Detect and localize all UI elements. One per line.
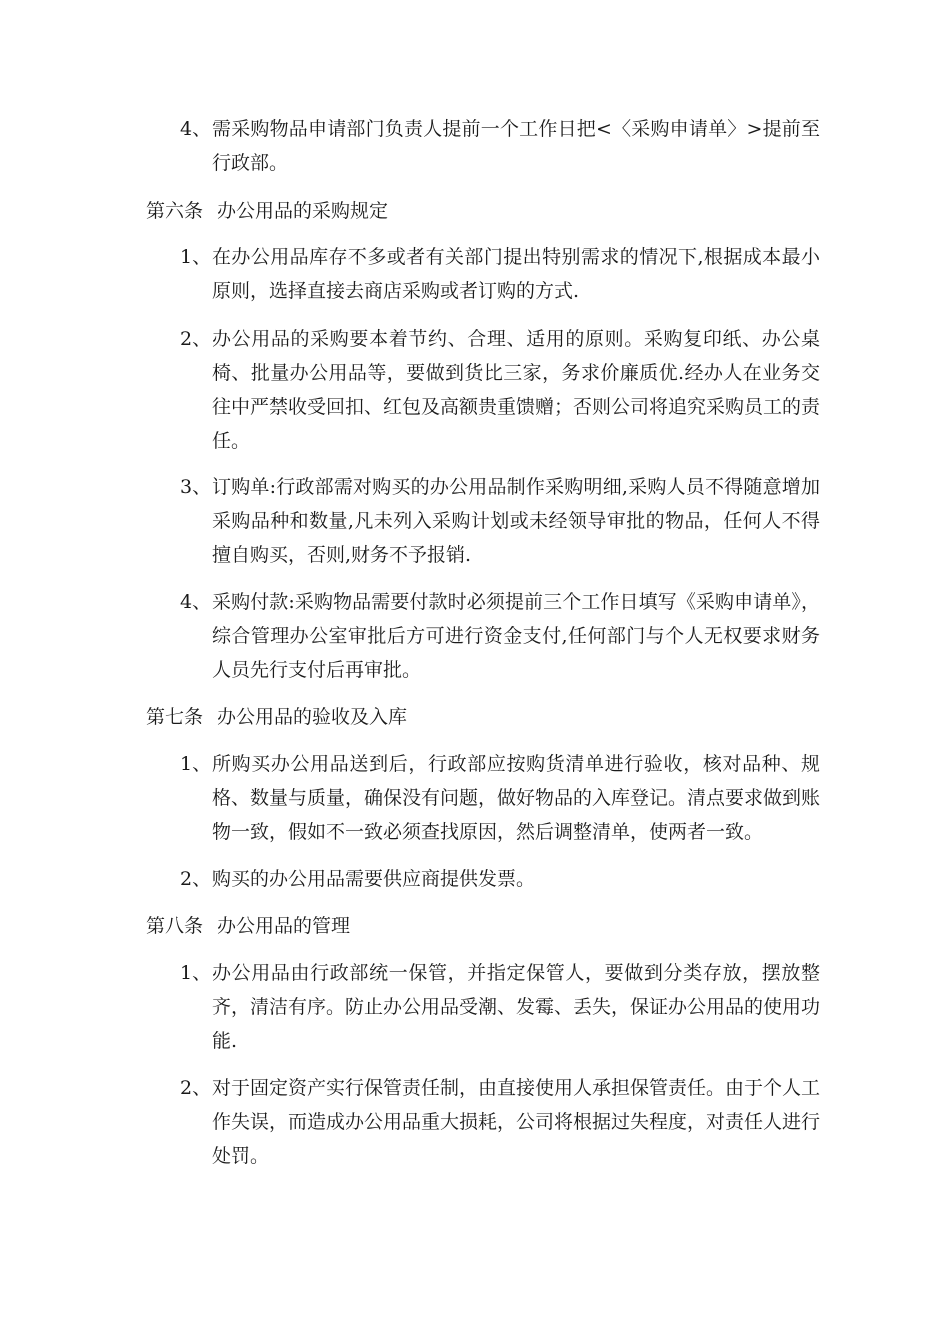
section-title: 办公用品的采购规定 [217, 200, 389, 222]
section-label: 第六条 [146, 200, 204, 222]
item-number: 1、 [180, 246, 212, 268]
section-label: 第八条 [146, 915, 204, 937]
item-text: 需采购物品申请部门负责人提前一个工作日把<〈采购申请单〉>提前至行政部。 [212, 118, 820, 174]
item-text: 办公用品的采购要本着节约、合理、适用的原则。采购复印纸、办公桌椅、批量办公用品等，要做到货比三家，务求价廉质优.经办人在业务交往中严禁收受回扣、红包及高额贵重馈赠；否则公司将追究采购员工的责任。 [212, 328, 821, 452]
item-number: 1、 [180, 962, 212, 984]
list-item [180, 862, 820, 896]
item-text: 对于固定资产实行保管责任制，由直接使用人承担保管责任。由于个人工作失误，而造成办公用品重大损耗，公司将根据过失程度，对责任人进行处罚。 [212, 1077, 821, 1167]
section-heading [146, 700, 407, 734]
section-heading [146, 194, 388, 228]
list-item [180, 240, 820, 308]
section-title: 办公用品的管理 [217, 915, 351, 937]
list-item [180, 470, 820, 572]
item-text: 订购单:行政部需对购买的办公用品制作采购明细,采购人员不得随意增加采购品种和数量,凡未列入采购计划或未经领导审批的物品，任何人不得擅自购买，否则,财务不予报销. [212, 476, 820, 566]
item-number: 1、 [180, 753, 212, 775]
list-item [180, 112, 820, 180]
item-text: 办公用品由行政部统一保管，并指定保管人，要做到分类存放，摆放整齐，清洁有序。防止办公用品受潮、发霉、丢失，保证办公用品的使用功能. [212, 962, 821, 1052]
item-number: 4、 [180, 591, 212, 613]
item-text: 采购付款:采购物品需要付款时必须提前三个工作日填写《采购申请单》，综合管理办公室审批后方可进行资金支付,任何部门与个人无权要求财务人员先行支付后再审批。 [212, 591, 820, 681]
item-number: 2、 [180, 1077, 212, 1099]
section-heading [146, 909, 350, 943]
item-number: 2、 [180, 868, 212, 890]
item-text: 在办公用品库存不多或者有关部门提出特别需求的情况下,根据成本最小原则，选择直接去商店采购或者订购的方式. [212, 246, 820, 302]
list-item [180, 322, 820, 458]
list-item [180, 747, 820, 849]
list-item [180, 585, 820, 687]
section-label: 第七条 [146, 706, 204, 728]
item-number: 4、 [180, 118, 212, 140]
list-item [180, 1071, 820, 1173]
item-number: 3、 [180, 476, 212, 498]
item-text: 购买的办公用品需要供应商提供发票。 [212, 868, 536, 890]
item-number: 2、 [180, 328, 212, 350]
section-title: 办公用品的验收及入库 [217, 706, 408, 728]
list-item [180, 956, 820, 1058]
item-text: 所购买办公用品送到后，行政部应按购货清单进行验收，核对品种、规格、数量与质量，确保没有问题，做好物品的入库登记。清点要求做到账物一致，假如不一致必须查找原因，然后调整清单，使两者一致。 [212, 753, 821, 843]
